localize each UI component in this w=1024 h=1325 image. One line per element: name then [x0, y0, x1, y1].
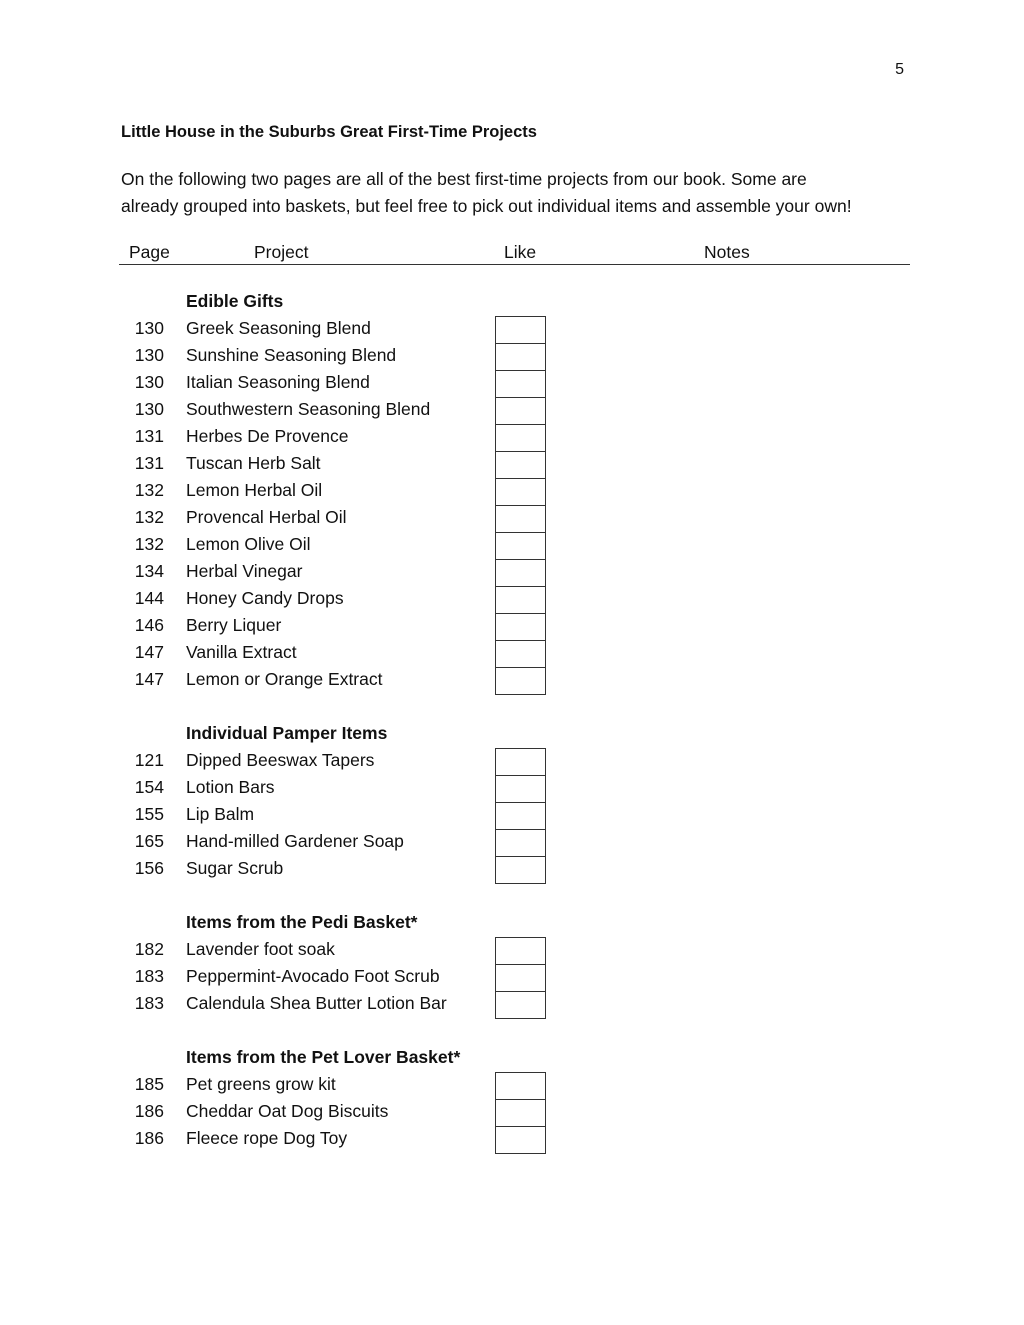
project-name-cell: Herbes De Provence: [186, 426, 349, 446]
project-row: [0, 748, 1024, 775]
page-number-cell: 144: [134, 588, 164, 608]
column-header-project: Project: [254, 242, 309, 262]
project-name-cell: Lavender foot soak: [186, 939, 335, 959]
like-checkbox[interactable]: [495, 397, 546, 424]
section-heading: Items from the Pet Lover Basket*: [186, 1047, 461, 1067]
project-row: [0, 775, 1024, 802]
page-number: 5: [895, 61, 904, 78]
column-header-notes: Notes: [704, 242, 750, 262]
project-row: [0, 1126, 1024, 1153]
like-checkbox[interactable]: [495, 370, 546, 397]
like-checkbox[interactable]: [495, 964, 546, 991]
project-name-cell: Italian Seasoning Blend: [186, 372, 370, 392]
section-heading-row: [0, 289, 1024, 316]
like-checkbox[interactable]: [495, 532, 546, 559]
project-row: [0, 532, 1024, 559]
project-row: [0, 505, 1024, 532]
like-checkbox[interactable]: [495, 856, 546, 884]
project-name-cell: Dipped Beeswax Tapers: [186, 750, 375, 770]
project-name-cell: Tuscan Herb Salt: [186, 453, 321, 473]
project-row: [0, 991, 1024, 1018]
page-number-cell: 183: [134, 993, 164, 1013]
like-checkbox[interactable]: [495, 937, 546, 964]
project-section: [0, 1045, 1024, 1153]
project-name-cell: Lemon or Orange Extract: [186, 669, 383, 689]
project-row: [0, 451, 1024, 478]
project-row: [0, 478, 1024, 505]
like-checkbox[interactable]: [495, 667, 546, 695]
page-number-cell: 132: [134, 507, 164, 527]
project-row: [0, 829, 1024, 856]
section-heading-row: [0, 910, 1024, 937]
project-row: [0, 370, 1024, 397]
project-row: [0, 316, 1024, 343]
page-number-cell: 156: [134, 858, 164, 878]
project-row: [0, 667, 1024, 694]
project-row: [0, 937, 1024, 964]
project-name-cell: Berry Liquer: [186, 615, 282, 635]
page-number-cell: 131: [134, 426, 164, 446]
page-number-cell: 130: [134, 318, 164, 338]
page-number-cell: 186: [134, 1101, 164, 1121]
section-heading: Individual Pamper Items: [186, 723, 388, 743]
page-number-cell: 130: [134, 399, 164, 419]
project-row: [0, 343, 1024, 370]
project-name-cell: Herbal Vinegar: [186, 561, 303, 581]
project-row: [0, 424, 1024, 451]
project-name-cell: Fleece rope Dog Toy: [186, 1128, 348, 1148]
page-number-cell: 186: [134, 1128, 164, 1148]
like-checkbox[interactable]: [495, 1072, 546, 1099]
project-list: [0, 289, 1024, 1180]
project-name-cell: Lemon Herbal Oil: [186, 480, 323, 500]
project-row: [0, 397, 1024, 424]
project-name-cell: Peppermint-Avocado Foot Scrub: [186, 966, 440, 986]
page-number-cell: 155: [134, 804, 164, 824]
project-name-cell: Southwestern Seasoning Blend: [186, 399, 431, 419]
project-row: [0, 613, 1024, 640]
project-name-cell: Calendula Shea Butter Lotion Bar: [186, 993, 447, 1013]
like-checkbox[interactable]: [495, 424, 546, 451]
project-name-cell: Sugar Scrub: [186, 858, 284, 878]
project-name-cell: Vanilla Extract: [186, 642, 297, 662]
section-heading: Items from the Pedi Basket*: [186, 912, 418, 932]
intro-line: On the following two pages are all of the best first-time projects from our book. Some are: [121, 169, 807, 189]
page-number-cell: 130: [134, 345, 164, 365]
page-number-cell: 130: [134, 372, 164, 392]
project-row: [0, 640, 1024, 667]
like-checkbox[interactable]: [495, 316, 546, 343]
page-number-cell: 134: [134, 561, 164, 581]
project-row: [0, 802, 1024, 829]
project-name-cell: Honey Candy Drops: [186, 588, 344, 608]
page-number-cell: 147: [134, 669, 164, 689]
project-name-cell: Provencal Herbal Oil: [186, 507, 347, 527]
header-divider: [119, 264, 910, 265]
like-checkbox[interactable]: [495, 451, 546, 478]
project-row: [0, 964, 1024, 991]
like-checkbox[interactable]: [495, 640, 546, 667]
section-heading-row: [0, 721, 1024, 748]
like-checkbox[interactable]: [495, 1099, 546, 1126]
page-number-cell: 154: [134, 777, 164, 797]
project-name-cell: Greek Seasoning Blend: [186, 318, 371, 338]
column-header-page: Page: [129, 242, 170, 262]
page-number-cell: 183: [134, 966, 164, 986]
like-checkbox[interactable]: [495, 991, 546, 1019]
page-number-cell: 121: [134, 750, 164, 770]
page-number-cell: 147: [134, 642, 164, 662]
project-name-cell: Cheddar Oat Dog Biscuits: [186, 1101, 389, 1121]
project-name-cell: Lip Balm: [186, 804, 255, 824]
project-row: [0, 1072, 1024, 1099]
page-number-cell: 132: [134, 534, 164, 554]
like-checkbox[interactable]: [495, 478, 546, 505]
project-name-cell: Hand-milled Gardener Soap: [186, 831, 404, 851]
page-number-cell: 146: [134, 615, 164, 635]
project-row: [0, 856, 1024, 883]
project-row: [0, 586, 1024, 613]
like-checkbox[interactable]: [495, 343, 546, 370]
project-name-cell: Lotion Bars: [186, 777, 275, 797]
column-header-like: Like: [504, 242, 537, 262]
page-number-cell: 131: [134, 453, 164, 473]
project-row: [0, 559, 1024, 586]
like-checkbox[interactable]: [495, 748, 546, 775]
like-checkbox[interactable]: [495, 505, 546, 532]
page-number-cell: 182: [134, 939, 164, 959]
page-number-cell: 185: [134, 1074, 164, 1094]
project-name-cell: Pet greens grow kit: [186, 1074, 336, 1094]
page-number-cell: 132: [134, 480, 164, 500]
like-checkbox[interactable]: [495, 775, 546, 802]
like-checkbox[interactable]: [495, 1126, 546, 1154]
like-checkbox[interactable]: [495, 802, 546, 829]
like-checkbox[interactable]: [495, 559, 546, 586]
project-section: [0, 289, 1024, 694]
like-checkbox[interactable]: [495, 586, 546, 613]
like-checkbox[interactable]: [495, 829, 546, 856]
section-heading-row: [0, 1045, 1024, 1072]
document-title: Little House in the Suburbs Great First-Time Projects: [121, 123, 537, 141]
project-name-cell: Lemon Olive Oil: [186, 534, 311, 554]
project-section: [0, 910, 1024, 1018]
intro-paragraph: [121, 166, 921, 220]
page-number-cell: 165: [134, 831, 164, 851]
intro-line: already grouped into baskets, but feel free to pick out individual items and assemble your own!: [121, 196, 852, 216]
project-name-cell: Sunshine Seasoning Blend: [186, 345, 397, 365]
like-checkbox[interactable]: [495, 613, 546, 640]
project-section: [0, 721, 1024, 883]
section-heading: Edible Gifts: [186, 291, 284, 311]
project-row: [0, 1099, 1024, 1126]
